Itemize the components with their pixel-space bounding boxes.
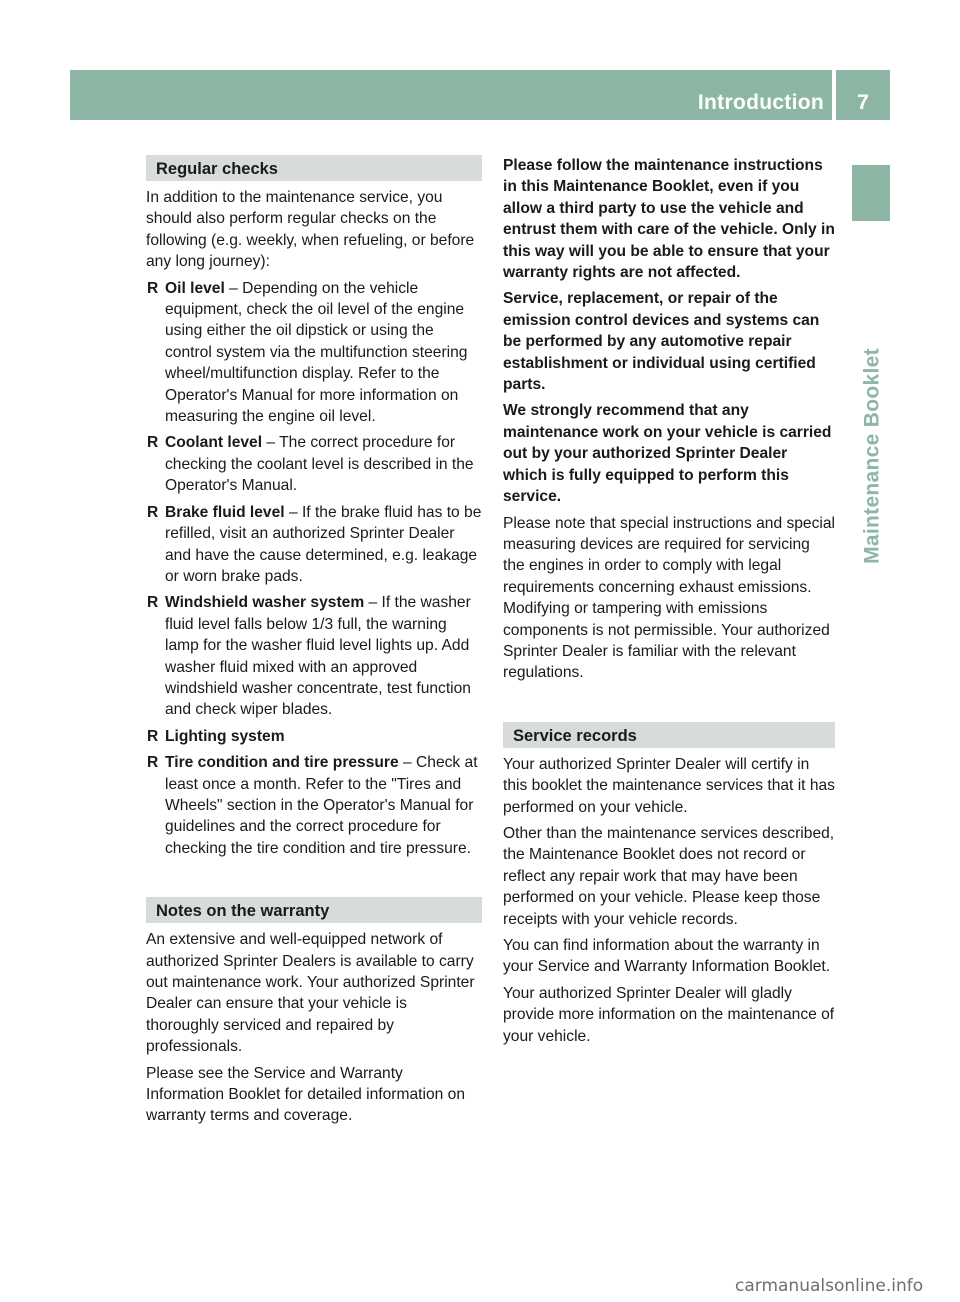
section-heading-service-records: Service records xyxy=(503,722,835,748)
side-chapter-label: Maintenance Booklet xyxy=(860,348,884,564)
bullet-mark: R xyxy=(147,279,159,297)
watermark-text: carmanualsonline.info xyxy=(735,1276,924,1296)
right-column xyxy=(503,155,835,1052)
maintenance-paragraph: Please note that special instructions and special measuring devices are required for servicing the engines in order to comply with legal requirements concerning exhaust emissions. Modifying or tampering with emissions components is not permissible. Your authorized Sprinter Dealer is familiar with the relevant regulations. xyxy=(503,514,835,682)
page-title: Introduction xyxy=(697,91,824,114)
list-item xyxy=(146,502,482,588)
warranty-paragraph: An extensive and well-equipped network of authorized Sprinter Dealers is available to carry out maintenance work. Your authorized Sprinter Dealer can ensure that your vehicle is thoroughly serviced and repaired by professionals. xyxy=(146,931,475,1056)
page-number: 7 xyxy=(836,70,890,120)
item-term: Tire condition and tire pressure xyxy=(165,754,399,772)
maintenance-bold-paragraph: We strongly recommend that any maintenance work on your vehicle is carried out by your authorized Sprinter Dealer which is fully equipped to perform this service. xyxy=(503,402,832,506)
item-text: – The correct procedure for checking the coolant level is described in the Operator's Manual. xyxy=(165,434,474,495)
item-term: Oil level xyxy=(165,279,225,297)
bullet-mark: R xyxy=(147,594,159,612)
bullet-mark: R xyxy=(147,434,159,452)
list-item xyxy=(146,278,482,428)
regular-checks-list xyxy=(146,278,482,860)
maintenance-bold-paragraph: Service, replacement, or repair of the emission control devices and systems can be performed by any automotive repair establishment or individual using certified parts. xyxy=(503,290,820,394)
section-heading-warranty: Notes on the warranty xyxy=(146,897,482,923)
section-heading-regular-checks: Regular checks xyxy=(146,155,482,181)
item-term: Brake fluid level xyxy=(165,503,285,521)
item-term: Windshield washer system xyxy=(165,594,365,612)
item-text: – If the brake fluid has to be refilled, visit an authorized Sprinter Dealer and have the cause determined, e.g. leakage or worn brake pads. xyxy=(165,503,482,585)
list-item xyxy=(146,432,482,496)
list-item xyxy=(146,592,482,720)
regular-checks-intro: In addition to the maintenance service, you should also perform regular checks on the following (e.g. weekly, when refueling, or before any long journey): xyxy=(146,189,475,271)
item-text: – If the washer fluid level falls below 1/3 full, the warning lamp for the washer fluid level lights up. Add washer fluid mixed with an approved windshield washer concentrate, test function and check wiper blades. xyxy=(165,594,471,719)
service-records-paragraph: Your authorized Sprinter Dealer will gladly provide more information on the maintenance of your vehicle. xyxy=(503,984,835,1045)
item-term: Lighting system xyxy=(165,727,285,745)
item-text: – Depending on the vehicle equipment, check the oil level of the engine using either the oil dipstick or using the control system via the multifunction steering wheel/multifunction display. Refer to the Operator's Manual for more information on measuring the engine oil level. xyxy=(165,279,468,426)
bullet-mark: R xyxy=(147,754,159,772)
bullet-mark: R xyxy=(147,727,159,745)
service-records-paragraph: Your authorized Sprinter Dealer will certify in this booklet the maintenance services that it has performed on your vehicle. xyxy=(503,755,835,816)
service-records-paragraph: Other than the maintenance services described, the Maintenance Booklet does not record or reflect any repair work that may have been performed on your vehicle. Please keep those receipts with your vehicle records. xyxy=(503,824,835,928)
service-records-paragraph: You can find information about the warranty in your Service and Warranty Information Booklet. xyxy=(503,937,831,976)
side-tab-marker xyxy=(852,165,890,221)
item-text: – Check at least once a month. Refer to the "Tires and Wheels" section in the Operator's Manual for guidelines and the correct procedure for checking the tire condition and tire pressure. xyxy=(165,754,478,857)
maintenance-bold-paragraph: Please follow the maintenance instructions in this Maintenance Booklet, even if you allow a third party to use the vehicle and entrust them with care of the vehicle. Only in this way will you be able to ensure that your warranty rights are not affected. xyxy=(503,157,835,282)
list-item xyxy=(146,752,482,859)
bullet-mark: R xyxy=(147,503,159,521)
warranty-paragraph: Please see the Service and Warranty Information Booklet for detailed information on warranty terms and coverage. xyxy=(146,1064,465,1125)
list-item xyxy=(146,726,482,747)
left-column xyxy=(146,155,482,1132)
item-term: Coolant level xyxy=(165,434,263,452)
